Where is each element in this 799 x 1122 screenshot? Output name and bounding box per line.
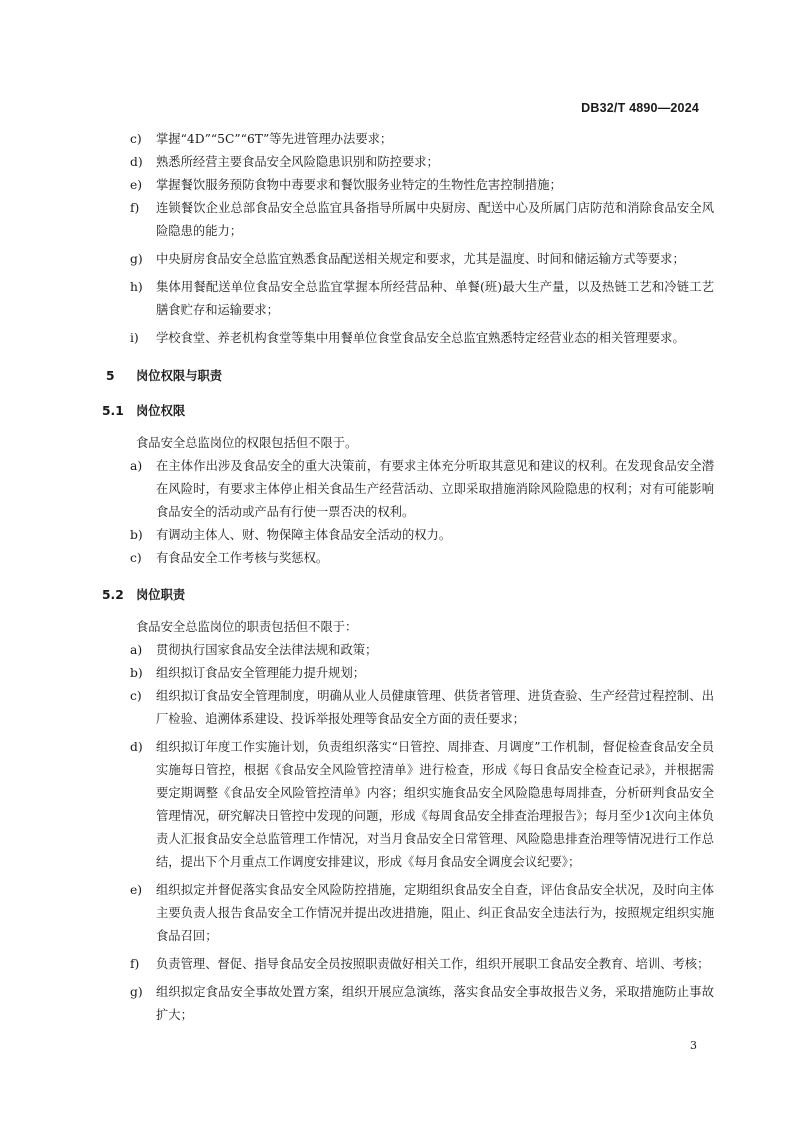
section-5-1-intro: 食品安全总监岗位的权限包括但不限于。 bbox=[136, 436, 358, 450]
item-text: 贯彻执行国家食品安全法律法规和政策； bbox=[156, 643, 378, 657]
list-item bbox=[100, 879, 714, 948]
section-title: 岗位权限 bbox=[136, 404, 186, 418]
section-number: 5.1 bbox=[102, 404, 124, 418]
item-text: 负责管理、督促、指导食品安全员按照职责做好相关工作，组织开展职工食品安全教育、培训、考核； bbox=[156, 957, 710, 971]
list-item bbox=[100, 662, 714, 685]
page-number: 3 bbox=[690, 1039, 697, 1052]
section-number: 5 bbox=[106, 369, 115, 383]
item-marker: c) bbox=[130, 132, 142, 146]
list-item bbox=[100, 639, 714, 662]
item-marker: h) bbox=[130, 280, 143, 294]
item-text: 在主体作出涉及食品安全的重大决策前，有要求主体充分听取其意见和建议的权利。在发现食品安全潜在风险时，有要求主体停止相关食品生产经营活动、立即采取措施消除风险隐患的权利；对有可能影响食品安全的活动或产品有行使一票否决的权利。 bbox=[156, 459, 714, 519]
item-marker: g) bbox=[130, 252, 143, 266]
item-text: 组织拟订食品安全管理制度，明确从业人员健康管理、供货者管理、进货查验、生产经营过程控制、出厂检验、追溯体系建设、投诉举报处理等食品安全方面的责任要求； bbox=[156, 689, 714, 726]
list-item bbox=[100, 524, 714, 547]
item-marker: c) bbox=[130, 551, 142, 565]
item-marker: f) bbox=[130, 201, 140, 215]
section-5-2-heading bbox=[100, 584, 714, 607]
item-text: 集体用餐配送单位食品安全总监宜掌握本所经营品种、单餐(班)最大生产量，以及热链工艺和冷链工艺膳食贮存和运输要求； bbox=[156, 280, 714, 317]
item-text: 有食品安全工作考核与奖惩权。 bbox=[156, 551, 329, 565]
item-text: 组织拟定并督促落实食品安全风险防控措施，定期组织食品安全自查，评估食品安全状况，及时向主体主要负责人报告食品安全工作情况并提出改进措施，阻止、纠正食品安全违法行为，按照规定组织实施食品召回； bbox=[156, 883, 714, 943]
item-text: 掌握“4D”“5C”“6T”等先进管理办法要求； bbox=[156, 132, 393, 146]
item-marker: i) bbox=[130, 331, 139, 345]
item-marker: e) bbox=[130, 883, 143, 897]
list-item bbox=[100, 736, 714, 874]
item-marker: b) bbox=[130, 666, 143, 680]
list-item bbox=[100, 174, 714, 197]
item-text: 学校食堂、养老机构食堂等集中用餐单位食堂食品安全总监宜熟悉特定经营业态的相关管理要求。 bbox=[156, 331, 685, 345]
item-marker: d) bbox=[130, 155, 143, 169]
item-marker: b) bbox=[130, 528, 143, 542]
list-item bbox=[100, 547, 714, 570]
item-text: 掌握餐饮服务预防食物中毒要求和餐饮服务业特定的生物性危害控制措施； bbox=[156, 178, 562, 192]
item-text: 组织拟订食品安全管理能力提升规划； bbox=[156, 666, 366, 680]
item-text: 连锁餐饮企业总部食品安全总监宜具备指导所属中央厨房、配送中心及所属门店防范和消除食品安全风险隐患的能力； bbox=[156, 201, 714, 238]
list-item bbox=[100, 327, 714, 350]
list-item bbox=[100, 953, 714, 976]
item-marker: a) bbox=[130, 643, 143, 657]
item-text: 组织拟订年度工作实施计划，负责组织落实“日管控、周排查、月调度”工作机制，督促检查食品安全员实施每日管控，根据《食品安全风险管控清单》进行检查，形成《每日食品安全检查记录》，并根据需要定期调整《食品安全风险管控清单》内容；组织实施食品安全风险隐患每周排查，分析研判食品安全管理情况，研究解决日管控中发现的问题，形成《每周食品安全排查治理报告》；每月至少1次向主体负责人汇报食品安全总监管理工作情况，对当月食品安全日常管理、风险隐患排查治理等情况进行工作总结，提出下个月重点工作调度安排建议，形成《每月食品安全调度会议纪要》； bbox=[156, 740, 714, 869]
item-marker: g) bbox=[130, 985, 143, 999]
item-text: 中央厨房食品安全总监宜熟悉食品配送相关规定和要求，尤其是温度、时间和储运输方式等要求； bbox=[156, 252, 685, 266]
list-item bbox=[100, 128, 714, 151]
item-marker: c) bbox=[130, 689, 142, 703]
list-item bbox=[100, 455, 714, 524]
item-marker: f) bbox=[130, 957, 140, 971]
list-item bbox=[100, 981, 714, 1027]
item-text: 组织拟定食品安全事故处置方案，组织开展应急演练，落实食品安全事故报告义务，采取措施防止事故扩大； bbox=[156, 985, 714, 1022]
section-number: 5.2 bbox=[102, 588, 124, 602]
section-5-1-heading bbox=[100, 400, 714, 423]
document-id: DB32/T 4890—2024 bbox=[581, 101, 699, 115]
item-marker: d) bbox=[130, 740, 143, 754]
section-title: 岗位职责 bbox=[136, 588, 186, 602]
page-content bbox=[100, 128, 714, 1027]
list-item bbox=[100, 276, 714, 322]
item-text: 有调动主体人、财、物保障主体食品安全活动的权力。 bbox=[156, 528, 452, 542]
list-item bbox=[100, 197, 714, 243]
section-title: 岗位权限与职责 bbox=[136, 369, 223, 383]
list-top bbox=[100, 128, 714, 350]
item-marker: e) bbox=[130, 178, 143, 192]
list-item bbox=[100, 151, 714, 174]
section-5-2-intro: 食品安全总监岗位的职责包括但不限于： bbox=[136, 620, 358, 634]
item-text: 熟悉所经营主要食品安全风险隐患识别和防控要求； bbox=[156, 155, 439, 169]
section-5-heading bbox=[100, 365, 714, 388]
list-item bbox=[100, 685, 714, 731]
list-item bbox=[100, 248, 714, 271]
item-marker: a) bbox=[130, 459, 143, 473]
